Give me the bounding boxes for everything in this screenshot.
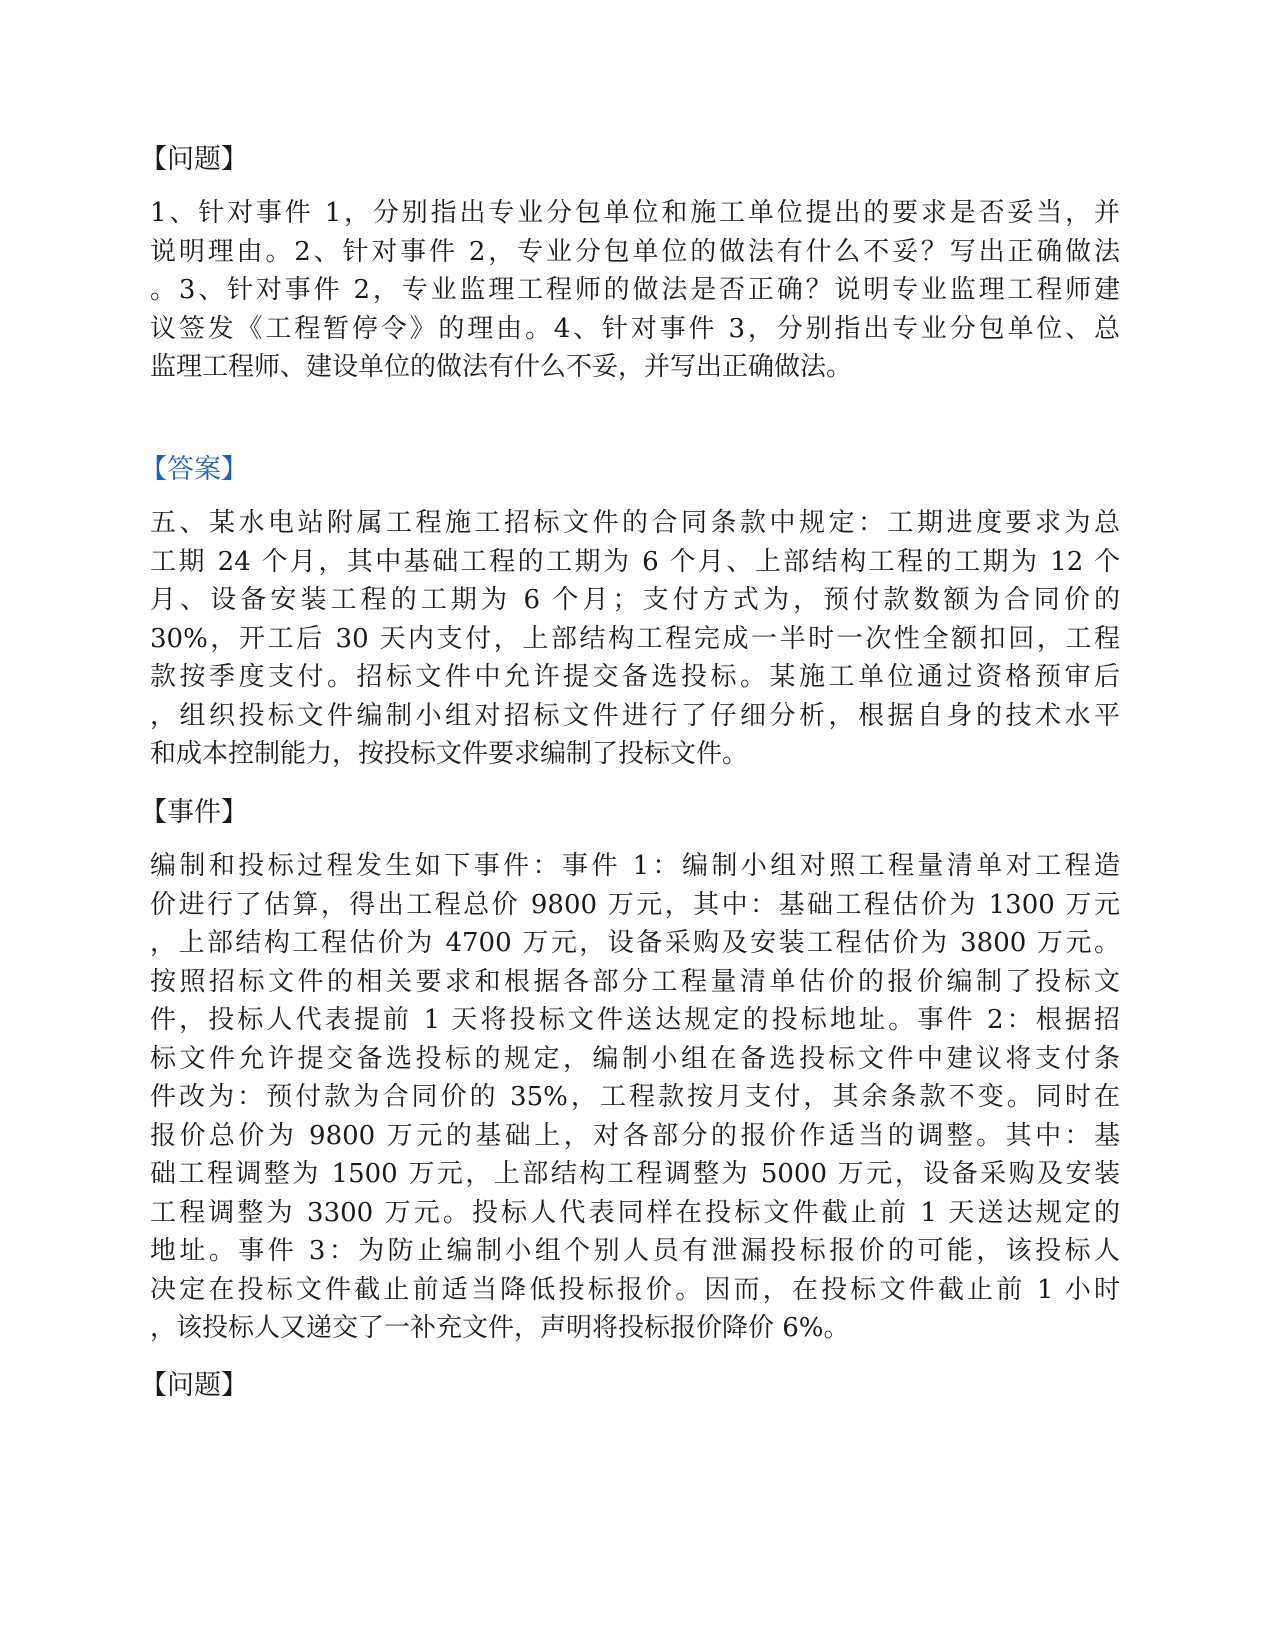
answer-paragraph <box>150 504 1120 774</box>
answer-line-2: 工期 24 个月，其中基础工程的工期为 6 个月、上部结构工程的工期为 12 个 <box>150 546 1120 577</box>
question-line-4: 议签发《工程暂停令》的理由。4、针对事件 3，分别指出专业分包单位、总 <box>150 313 1120 344</box>
event-paragraph <box>150 847 1120 1348</box>
question-line-2: 说明理由。2、针对事件 2，专业分包单位的做法有什么不妥？写出正确做法 <box>150 236 1120 267</box>
event-line-4: 按照招标文件的相关要求和根据各部分工程量清单估价的报价编制了投标文 <box>150 966 1120 997</box>
event-line-12: 决定在投标文件截止前适当降低投标报价。因而，在投标文件截止前 1 小时 <box>150 1274 1120 1305</box>
answer-line-7: 和成本控制能力，按投标文件要求编制了投标文件。 <box>150 739 749 769</box>
event-line-5: 件，投标人代表提前 1 天将投标文件送达规定的投标地址。事件 2：根据招 <box>150 1005 1120 1035</box>
answer-line-6: ，组织投标文件编制小组对招标文件进行了仔细分析，根据自身的技术水平 <box>150 700 1120 731</box>
answer-line-3: 月、设备安装工程的工期为 6 个月；支付方式为，预付款数额为合同价的 <box>150 585 1120 615</box>
event-line-13: ，该投标人又递交了一补充文件，声明将投标报价降价 6%。 <box>150 1313 850 1343</box>
question-paragraph <box>150 194 1120 387</box>
answer-line-4: 30%，开工后 30 天内支付，上部结构工程完成一半时一次性全额扣回，工程 <box>150 623 1120 654</box>
event-line-7: 件改为：预付款为合同价的 35%，工程款按月支付，其余条款不变。同时在 <box>150 1082 1120 1112</box>
event-heading: 【事件】 <box>140 797 248 828</box>
event-line-6: 标文件允许提交备选投标的规定，编制小组在备选投标文件中建议将支付条 <box>150 1043 1120 1074</box>
event-line-10: 工程调整为 3300 万元。投标人代表同样在投标文件截止前 1 天送达规定的 <box>150 1197 1120 1228</box>
event-line-8: 报价总价为 9800 万元的基础上，对各部分的报价作适当的调整。其中：基 <box>150 1120 1120 1151</box>
question-line-3: 。3、针对事件 2，专业监理工程师的做法是否正确？说明专业监理工程师建 <box>150 275 1120 305</box>
question-heading-1: 【问题】 <box>140 144 248 175</box>
event-line-11: 地址。事件 3：为防止编制小组个别人员有泄漏投标报价的可能，该投标人 <box>150 1236 1120 1266</box>
answer-line-1: 五、某水电站附属工程施工招标文件的合同条款中规定：工期进度要求为总 <box>150 508 1120 538</box>
event-line-1: 编制和投标过程发生如下事件：事件 1：编制小组对照工程量清单对工程造 <box>150 851 1120 881</box>
answer-heading: 【答案】 <box>140 454 248 485</box>
event-line-2: 价进行了估算，得出工程总价 9800 万元，其中：基础工程估价为 1300 万元 <box>150 889 1120 920</box>
answer-line-5: 款按季度支付。招标文件中允许提交备选投标。某施工单位通过资格预审后 <box>150 662 1120 692</box>
event-line-9: 础工程调整为 1500 万元，上部结构工程调整为 5000 万元，设备采购及安装 <box>150 1159 1120 1189</box>
question-line-5: 监理工程师、建设单位的做法有什么不妥，并写出正确做法。 <box>150 352 853 382</box>
question-line-1: 1、针对事件 1，分别指出专业分包单位和施工单位提出的要求是否妥当，并 <box>150 198 1120 228</box>
event-line-3: ，上部结构工程估价为 4700 万元，设备采购及安装工程估价为 3800 万元。 <box>150 928 1120 958</box>
question-heading-2: 【问题】 <box>140 1370 248 1401</box>
